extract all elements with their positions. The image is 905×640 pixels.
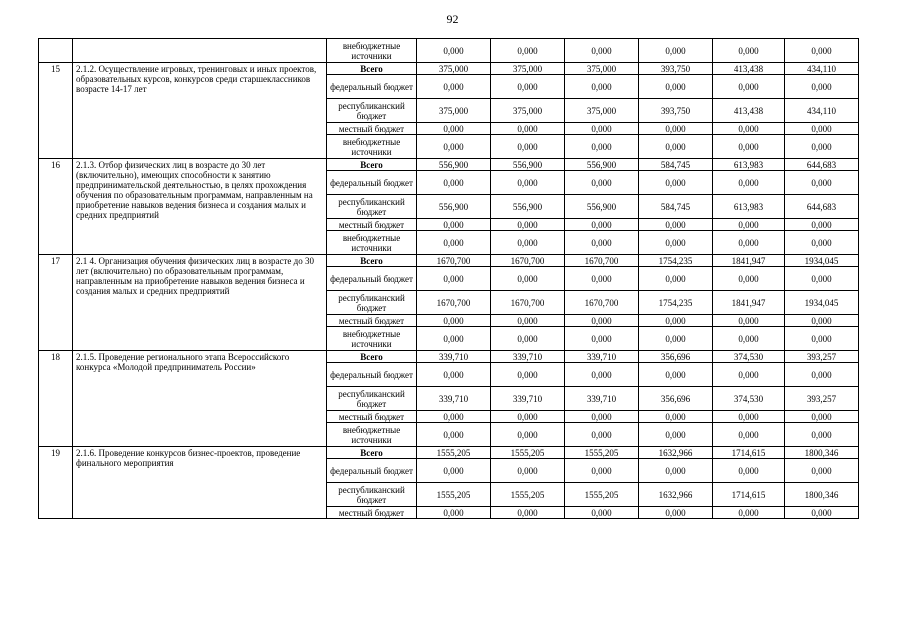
value-cell: 1841,947 (713, 291, 785, 315)
source-label: федеральный бюджет (327, 363, 417, 387)
value-cell: 0,000 (491, 411, 565, 423)
value-cell: 1555,205 (565, 447, 639, 459)
source-label: местный бюджет (327, 315, 417, 327)
source-label: республиканский бюджет (327, 291, 417, 315)
value-cell: 0,000 (639, 327, 713, 351)
description-cell: 2.1.5. Проведение регионального этапа Всероссийского конкурса «Молодой предприниматель России» (73, 351, 327, 447)
value-cell: 0,000 (713, 459, 785, 483)
value-cell: 0,000 (565, 231, 639, 255)
value-cell: 0,000 (639, 267, 713, 291)
source-label: республиканский бюджет (327, 195, 417, 219)
value-cell: 375,000 (565, 99, 639, 123)
value-cell: 339,710 (491, 387, 565, 411)
value-cell: 413,438 (713, 63, 785, 75)
value-cell: 1754,235 (639, 291, 713, 315)
value-cell: 0,000 (417, 135, 491, 159)
value-cell: 0,000 (785, 411, 859, 423)
source-label: Всего (327, 447, 417, 459)
value-cell: 0,000 (565, 411, 639, 423)
value-cell: 0,000 (639, 507, 713, 519)
source-label: республиканский бюджет (327, 99, 417, 123)
source-label: внебюджетные источники (327, 327, 417, 351)
table-row (39, 447, 859, 459)
value-cell: 434,110 (785, 99, 859, 123)
value-cell: 0,000 (639, 135, 713, 159)
value-cell: 0,000 (713, 171, 785, 195)
source-label: республиканский бюджет (327, 483, 417, 507)
value-cell: 0,000 (565, 423, 639, 447)
value-cell: 584,745 (639, 159, 713, 171)
value-cell: 0,000 (417, 75, 491, 99)
value-cell: 339,710 (491, 351, 565, 363)
value-cell: 613,983 (713, 195, 785, 219)
value-cell: 0,000 (785, 327, 859, 351)
source-label: местный бюджет (327, 123, 417, 135)
value-cell: 0,000 (417, 171, 491, 195)
value-cell: 0,000 (491, 135, 565, 159)
source-label: местный бюджет (327, 219, 417, 231)
value-cell: 644,683 (785, 195, 859, 219)
budget-table (38, 38, 859, 519)
value-cell: 0,000 (565, 135, 639, 159)
source-label: внебюджетные источники (327, 39, 417, 63)
value-cell: 339,710 (565, 387, 639, 411)
value-cell: 0,000 (785, 171, 859, 195)
value-cell: 0,000 (565, 459, 639, 483)
source-label: внебюджетные источники (327, 423, 417, 447)
value-cell: 0,000 (713, 219, 785, 231)
value-cell: 0,000 (785, 123, 859, 135)
value-cell: 1714,615 (713, 483, 785, 507)
value-cell: 0,000 (491, 267, 565, 291)
value-cell: 0,000 (713, 75, 785, 99)
value-cell: 1670,700 (565, 291, 639, 315)
value-cell: 0,000 (713, 135, 785, 159)
value-cell: 0,000 (639, 315, 713, 327)
source-label: местный бюджет (327, 411, 417, 423)
value-cell: 0,000 (417, 411, 491, 423)
description-cell: 2.1.2. Осуществление игровых, тренинговых и иных проектов, образовательных курсов, конкурсов среди старшеклассников возрасте 14-17 лет (73, 63, 327, 159)
value-cell: 1632,966 (639, 483, 713, 507)
value-cell: 0,000 (713, 315, 785, 327)
source-label: внебюджетные источники (327, 135, 417, 159)
value-cell: 556,900 (491, 195, 565, 219)
value-cell: 0,000 (417, 423, 491, 447)
source-label: внебюджетные источники (327, 231, 417, 255)
value-cell: 1670,700 (565, 255, 639, 267)
value-cell: 0,000 (417, 327, 491, 351)
value-cell: 393,750 (639, 63, 713, 75)
value-cell: 0,000 (417, 231, 491, 255)
value-cell: 0,000 (491, 171, 565, 195)
value-cell: 0,000 (639, 423, 713, 447)
value-cell: 556,900 (417, 195, 491, 219)
value-cell: 0,000 (785, 423, 859, 447)
value-cell: 0,000 (639, 459, 713, 483)
row-number-cell: 16 (39, 159, 73, 255)
source-label: Всего (327, 255, 417, 267)
value-cell: 1800,346 (785, 483, 859, 507)
value-cell: 1670,700 (417, 255, 491, 267)
value-cell: 393,750 (639, 99, 713, 123)
value-cell: 0,000 (639, 231, 713, 255)
value-cell: 556,900 (417, 159, 491, 171)
value-cell: 0,000 (713, 327, 785, 351)
value-cell: 0,000 (785, 135, 859, 159)
description-cell: 2.1.3. Отбор физических лиц в возрасте до 30 лет (включительно), имеющих способности к занятию предпринимательской деятельностью, в целях прохождения обучения по образовательным программам, направленным на приобретение навыков ведения бизнеса и создания малых и средних предприятий (73, 159, 327, 255)
value-cell: 0,000 (565, 219, 639, 231)
value-cell: 0,000 (785, 363, 859, 387)
value-cell: 0,000 (565, 39, 639, 63)
value-cell: 0,000 (713, 423, 785, 447)
value-cell: 1934,045 (785, 255, 859, 267)
value-cell: 0,000 (785, 315, 859, 327)
value-cell: 0,000 (785, 219, 859, 231)
value-cell: 1555,205 (417, 483, 491, 507)
value-cell: 0,000 (417, 363, 491, 387)
value-cell: 375,000 (491, 63, 565, 75)
table-row (39, 63, 859, 75)
value-cell: 0,000 (491, 123, 565, 135)
value-cell: 0,000 (785, 267, 859, 291)
value-cell: 0,000 (565, 507, 639, 519)
table-row (39, 159, 859, 171)
source-label: федеральный бюджет (327, 75, 417, 99)
value-cell: 0,000 (713, 507, 785, 519)
value-cell: 0,000 (713, 267, 785, 291)
value-cell: 0,000 (639, 219, 713, 231)
value-cell: 1555,205 (417, 447, 491, 459)
source-label: Всего (327, 159, 417, 171)
value-cell: 0,000 (491, 507, 565, 519)
value-cell: 1934,045 (785, 291, 859, 315)
value-cell: 0,000 (713, 39, 785, 63)
value-cell: 0,000 (491, 39, 565, 63)
value-cell: 613,983 (713, 159, 785, 171)
value-cell: 0,000 (491, 459, 565, 483)
value-cell: 0,000 (491, 231, 565, 255)
value-cell: 0,000 (417, 39, 491, 63)
description-cell: 2.1 4. Организация обучения физических лиц в возрасте до 30 лет (включительно) по образовательным программам, направленным на приобретение навыков ведения бизнеса и создания малых и средних предприятий (73, 255, 327, 351)
table-row (39, 39, 859, 63)
value-cell: 0,000 (417, 459, 491, 483)
value-cell: 0,000 (785, 39, 859, 63)
value-cell: 374,530 (713, 387, 785, 411)
value-cell: 1800,346 (785, 447, 859, 459)
value-cell: 0,000 (491, 423, 565, 447)
value-cell: 0,000 (785, 75, 859, 99)
value-cell: 0,000 (639, 411, 713, 423)
value-cell: 0,000 (565, 171, 639, 195)
page-number: 92 (446, 12, 459, 26)
description-cell: 2.1.6. Проведение конкурсов бизнес-проектов, проведение финального мероприятия (73, 447, 327, 519)
value-cell: 0,000 (785, 459, 859, 483)
value-cell: 1714,615 (713, 447, 785, 459)
value-cell: 0,000 (713, 363, 785, 387)
source-label: Всего (327, 351, 417, 363)
value-cell: 393,257 (785, 351, 859, 363)
row-number-cell: 18 (39, 351, 73, 447)
row-number-cell (39, 39, 73, 63)
source-label: федеральный бюджет (327, 459, 417, 483)
budget-table-body (39, 39, 859, 519)
value-cell: 0,000 (565, 75, 639, 99)
value-cell: 0,000 (565, 327, 639, 351)
value-cell: 0,000 (639, 123, 713, 135)
value-cell: 413,438 (713, 99, 785, 123)
value-cell: 0,000 (565, 363, 639, 387)
value-cell: 375,000 (491, 99, 565, 123)
value-cell: 375,000 (417, 99, 491, 123)
value-cell: 0,000 (639, 75, 713, 99)
value-cell: 0,000 (713, 123, 785, 135)
value-cell: 0,000 (417, 219, 491, 231)
source-label: федеральный бюджет (327, 171, 417, 195)
value-cell: 0,000 (491, 219, 565, 231)
value-cell: 0,000 (639, 363, 713, 387)
value-cell: 556,900 (565, 159, 639, 171)
value-cell: 375,000 (417, 63, 491, 75)
value-cell: 644,683 (785, 159, 859, 171)
value-cell: 1555,205 (491, 483, 565, 507)
value-cell: 1754,235 (639, 255, 713, 267)
value-cell: 339,710 (417, 351, 491, 363)
value-cell: 0,000 (639, 39, 713, 63)
value-cell: 375,000 (565, 63, 639, 75)
row-number-cell: 19 (39, 447, 73, 519)
value-cell: 1555,205 (491, 447, 565, 459)
value-cell: 339,710 (417, 387, 491, 411)
source-label: федеральный бюджет (327, 267, 417, 291)
value-cell: 0,000 (417, 267, 491, 291)
value-cell: 1670,700 (417, 291, 491, 315)
value-cell: 374,530 (713, 351, 785, 363)
value-cell: 556,900 (491, 159, 565, 171)
value-cell: 584,745 (639, 195, 713, 219)
value-cell: 0,000 (713, 411, 785, 423)
row-number-cell: 17 (39, 255, 73, 351)
table-row (39, 351, 859, 363)
value-cell: 1632,966 (639, 447, 713, 459)
value-cell: 356,696 (639, 387, 713, 411)
source-label: республиканский бюджет (327, 387, 417, 411)
value-cell: 0,000 (639, 171, 713, 195)
value-cell: 434,110 (785, 63, 859, 75)
value-cell: 0,000 (417, 123, 491, 135)
value-cell: 0,000 (491, 315, 565, 327)
value-cell: 0,000 (417, 315, 491, 327)
value-cell: 1555,205 (565, 483, 639, 507)
value-cell: 0,000 (417, 507, 491, 519)
value-cell: 0,000 (785, 231, 859, 255)
value-cell: 0,000 (785, 507, 859, 519)
value-cell: 0,000 (565, 315, 639, 327)
value-cell: 339,710 (565, 351, 639, 363)
source-label: Всего (327, 63, 417, 75)
value-cell: 1841,947 (713, 255, 785, 267)
row-number-cell: 15 (39, 63, 73, 159)
value-cell: 0,000 (491, 327, 565, 351)
table-row (39, 255, 859, 267)
value-cell: 0,000 (713, 231, 785, 255)
value-cell: 1670,700 (491, 255, 565, 267)
description-cell (73, 39, 327, 63)
value-cell: 0,000 (491, 363, 565, 387)
value-cell: 556,900 (565, 195, 639, 219)
value-cell: 0,000 (565, 123, 639, 135)
source-label: местный бюджет (327, 507, 417, 519)
value-cell: 393,257 (785, 387, 859, 411)
value-cell: 356,696 (639, 351, 713, 363)
value-cell: 0,000 (565, 267, 639, 291)
value-cell: 0,000 (491, 75, 565, 99)
value-cell: 1670,700 (491, 291, 565, 315)
